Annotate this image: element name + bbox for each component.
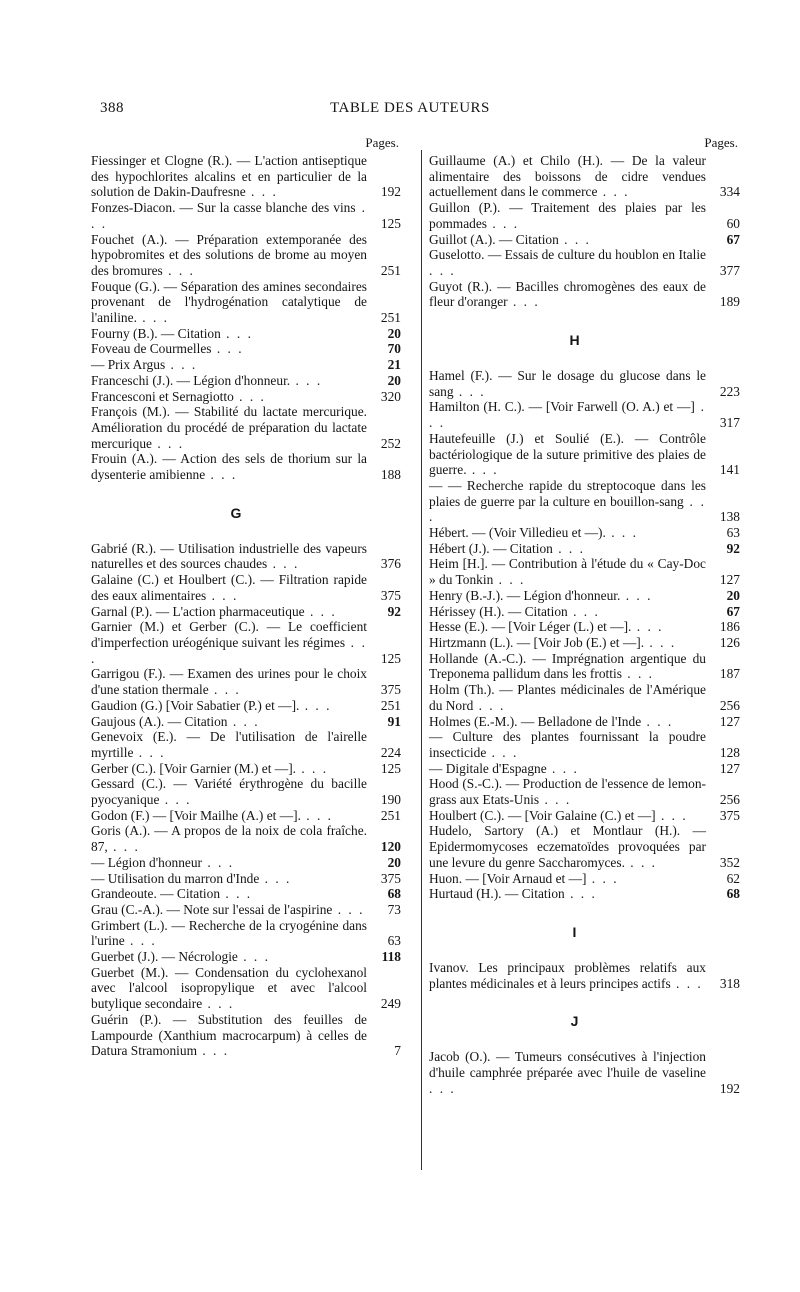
left-column [91, 135, 401, 1059]
entry-page-number: 63 [726, 525, 740, 541]
index-entry [91, 232, 401, 279]
pages-label-right: Pages. [704, 135, 738, 150]
dot-leader: . . . [151, 435, 185, 451]
entry-text: Fonzes-Diacon. — Sur la casse blanche des vins [91, 200, 356, 216]
entry-text: Goris (A.). — A propos de la noix de cola fraîche. 87, [91, 823, 367, 855]
index-entry [91, 714, 401, 730]
entry-text: Holmes (E.-M.). — Belladone de l'Inde [429, 713, 642, 729]
index-entry [429, 823, 740, 870]
entry-page-number: 352 [719, 854, 740, 870]
index-entry [91, 823, 401, 854]
index-entry [91, 541, 401, 572]
entry-page-number: 334 [719, 184, 740, 200]
index-entry [91, 341, 401, 357]
index-entry [429, 525, 740, 541]
entry-text: Hébert. — (Voir Villedieu et —). [429, 525, 606, 541]
entry-text: Gaudion (G.) [Voir Sabatier (P.) et —]. [91, 697, 300, 713]
dot-leader: . . . [202, 996, 235, 1012]
entry-page-number: 186 [719, 619, 740, 635]
dot-leader: . . . [429, 399, 706, 431]
index-entry [91, 279, 401, 326]
entry-page-number: 20 [387, 325, 401, 341]
index-entry [91, 373, 401, 389]
entry-text: Henry (B.-J.). — Légion d'honneur. [429, 587, 621, 603]
pages-label-left: Pages. [365, 135, 399, 150]
entry-text: Hudelo, Sartory (A.) et Montlaur (H.). — Epidermomycoses eczematoïdes provoquées par une levure du genre Saccharomyces. [429, 823, 706, 870]
entry-page-number: 376 [380, 556, 401, 572]
entry-page-number: 320 [380, 388, 401, 404]
entry-text: Francesconi et Sernagiotto [91, 388, 234, 404]
entry-text: Hautefeuille (J.) et Soulié (E.). — Contrôle bactériologique de la suture primitive des plaies de guerre. [429, 430, 706, 478]
index-entry [91, 1012, 401, 1059]
entry-page-number: 138 [719, 509, 740, 525]
entry-text: Hébert (J.). — Citation [429, 540, 553, 556]
index-entry [429, 619, 740, 635]
entry-text: Guerbet (M.). — Condensation du cyclohexanol avec l'alcool isopropylique et avec l'alcool butylique secondaire [91, 964, 367, 1012]
index-entry [429, 368, 740, 399]
dot-leader: . . . [136, 310, 170, 326]
dot-leader: . . . [205, 467, 238, 483]
dot-leader: . . . [220, 886, 253, 902]
index-entry [91, 326, 401, 342]
entry-page-number: 192 [719, 1080, 740, 1096]
index-entry [429, 541, 740, 557]
entry-page-number: 125 [380, 650, 401, 666]
dot-leader: . . . [539, 792, 572, 808]
entry-page-number: 251 [380, 262, 401, 278]
right-column [429, 135, 740, 1096]
dot-leader: . . . [466, 462, 499, 478]
entry-page-number: 68 [726, 886, 740, 902]
index-entry [91, 604, 401, 620]
dot-leader: . . . [429, 1080, 456, 1096]
entry-page-number: 60 [726, 215, 740, 231]
dot-leader: . . . [631, 619, 664, 635]
dot-leader: . . . [552, 540, 585, 556]
entry-text: — Prix Argus [91, 357, 166, 373]
dot-leader: . . . [567, 603, 600, 619]
index-entry [429, 1049, 740, 1096]
entry-text: — Digitale d'Espagne [429, 760, 547, 776]
dot-leader: . . . [597, 184, 630, 200]
entry-page-number: 68 [387, 886, 401, 902]
right-entries [429, 153, 740, 1096]
entry-page-number: 91 [387, 713, 401, 729]
entry-text: Hurtaud (H.). — Citation [429, 886, 565, 902]
entry-text: Guillot (A.). — Citation [429, 231, 559, 247]
entry-text: Jacob (O.). — Tumeurs consécutives à l'injection d'huile camphrée préparée avec l'huile de vaseline [429, 1049, 706, 1081]
entry-page-number: 127 [719, 713, 740, 729]
entry-text: — Utilisation du marron d'Inde [91, 870, 260, 886]
index-entry [91, 666, 401, 697]
entry-page-number: 21 [387, 357, 401, 373]
dot-leader: . . . [304, 603, 337, 619]
dot-leader: . . . [655, 807, 688, 823]
entry-page-number: 128 [719, 744, 740, 760]
index-entry [91, 949, 401, 965]
entry-text: Franceschi (J.). — Légion d'honneur. [91, 372, 291, 388]
dot-leader: . . . [206, 587, 239, 603]
section-letter: G [230, 504, 242, 521]
dot-leader: . . . [91, 634, 367, 666]
dot-leader: . . . [233, 388, 266, 404]
index-entry [91, 357, 401, 373]
dot-leader: . . . [208, 682, 241, 698]
index-entry [429, 808, 740, 824]
entry-page-number: 70 [387, 341, 401, 357]
dot-leader: . . . [487, 215, 520, 231]
index-entry [91, 451, 401, 482]
entry-page-number: 190 [380, 792, 401, 808]
dot-leader: . . . [165, 357, 198, 373]
index-entry [429, 651, 740, 682]
entry-page-number: 92 [387, 603, 401, 619]
index-entry [429, 279, 740, 310]
dot-leader: . . . [558, 231, 591, 247]
entry-text: Hood (S.-C.). — Production de l'essence de lemon-grass aux Etats-Unis [429, 776, 706, 808]
entry-text: Fouchet (A.). — Préparation extemporanée des hypobromites et des solutions de brome au moyen des bromures [91, 231, 367, 278]
index-entry [91, 572, 401, 603]
entry-text: Fourny (B.). — Citation [91, 325, 221, 341]
dot-leader: . . . [621, 666, 654, 682]
section-letter: H [569, 332, 580, 349]
index-entry [91, 729, 401, 760]
index-entry [91, 404, 401, 451]
entry-text: Grau (C.-A.). — Note sur l'essai de l'aspirine [91, 901, 333, 917]
entry-text: Guillaume (A.) et Chilo (H.). — De la valeur alimentaire des boissons de cidre vendues actuellement dans le commerce [429, 153, 706, 200]
dot-leader: . . . [473, 697, 506, 713]
left-entries [91, 153, 401, 1059]
entry-page-number: 256 [719, 792, 740, 808]
entry-text: Gabrié (R.). — Utilisation industrielle des vapeurs naturelles et des sources chaudes [91, 540, 367, 572]
section-letter: I [572, 923, 577, 940]
entry-text: Hamel (F.). — Sur le dosage du glucose dans le sang [429, 368, 706, 399]
index-entry [91, 698, 401, 714]
entry-text: Gaujous (A.). — Citation [91, 713, 228, 729]
dot-leader: . . . [564, 886, 597, 902]
entry-text: Guillon (P.). — Traitement des plaies par les pommades [429, 200, 706, 231]
dot-leader: . . . [586, 870, 619, 886]
entry-text: Guyot (R.). — Bacilles chromogènes des eaux de fleur d'oranger [429, 278, 706, 310]
index-entry [429, 153, 740, 200]
index-entry [91, 153, 401, 200]
dot-leader: . . . [227, 713, 260, 729]
dot-leader: . . . [202, 854, 235, 870]
entry-text: Garrigou (F.). — Examen des urines pour le choix d'une station thermale [91, 666, 367, 698]
entry-text: Grandeoute. — Citation [91, 886, 221, 902]
entry-page-number: 375 [719, 807, 740, 823]
entry-page-number: 118 [381, 949, 401, 965]
index-entry [429, 556, 740, 587]
entry-page-number: 67 [726, 231, 740, 247]
dot-leader: . . . [299, 697, 332, 713]
index-entry [429, 635, 740, 651]
section-letter: J [570, 1013, 579, 1030]
entry-text: Fouque (G.). — Séparation des amines secondaires provenant de l'hydrogénation catalytique de l'aniline. [91, 278, 367, 326]
entry-text: Foveau de Courmelles [91, 341, 212, 357]
entry-text: Gessard (C.). — Variété érythrogène du bacille pyocyanique [91, 776, 367, 808]
entry-text: Hollande (A.-C.). — Imprégnation argentique du Treponema pallidum dans les frottis [429, 650, 706, 682]
dot-leader: . . . [620, 587, 653, 603]
entry-page-number: 375 [380, 870, 401, 886]
entry-page-number: 251 [380, 807, 401, 823]
column-divider [421, 150, 422, 1170]
entry-page-number: 141 [719, 462, 740, 478]
index-entry [91, 855, 401, 871]
entry-text: Gerber (C.). [Voir Garnier (M.) et —]. [91, 760, 297, 776]
entry-text: Guselotto. — Essais de culture du houblon en Italie [429, 247, 706, 263]
dot-leader: . . . [91, 200, 368, 231]
dot-leader: . . . [493, 572, 526, 588]
entry-text: Guérin (P.). — Substitution des feuilles de Lampourde (Xanthium macrocarpum) à celles de Datura Stramonium [91, 1011, 367, 1059]
entry-page-number: 256 [719, 697, 740, 713]
entry-text: — — Recherche rapide du streptocoque dans les plaies de guerre par la culture en bouillon-sang [429, 477, 706, 509]
entry-page-number: 20 [726, 587, 740, 603]
entry-text: Ivanov. Les principaux problèmes relatifs aux plantes médicinales et à leurs principes actifs [429, 959, 706, 991]
dot-leader: . . . [124, 933, 157, 949]
dot-leader: . . . [429, 493, 707, 525]
entry-text: François (M.). — Stabilité du lactate mercurique. Amélioration du procédé de préparation du lactate mercurique [91, 404, 367, 451]
entry-page-number: 67 [726, 603, 740, 619]
entry-page-number: 375 [380, 587, 401, 603]
dot-leader: . . . [259, 870, 292, 886]
index-entry [429, 588, 740, 604]
entry-text: Holm (Th.). — Plantes médicinales de l'Amérique du Nord [429, 682, 706, 713]
index-entry [91, 776, 401, 807]
entry-page-number: 126 [719, 634, 740, 650]
entry-page-number: 73 [387, 901, 401, 917]
dot-leader: . . . [486, 744, 519, 760]
entry-text: — Culture des plantes fournissant la poudre insecticide [429, 729, 706, 760]
entry-page-number: 62 [726, 870, 740, 886]
dot-leader: . . . [237, 949, 270, 965]
dot-leader: . . . [245, 184, 278, 200]
index-entry [429, 431, 740, 478]
entry-text: Frouin (A.). — Action des sels de thorium sur la dysenterie amibienne [91, 451, 367, 483]
entry-text: Hérissey (H.). — Citation [429, 603, 568, 619]
index-entry [429, 478, 740, 525]
index-entry [429, 960, 740, 991]
dot-leader: . . . [624, 854, 658, 870]
entry-page-number: 120 [380, 839, 401, 855]
entry-text: Godon (F.) — [Voir Mailhe (A.) et —]. [91, 807, 301, 823]
entry-page-number: 249 [380, 996, 401, 1012]
dot-leader: . . . [197, 1043, 230, 1059]
entry-text: Hirtzmann (L.). — [Voir Job (E.) et —]. [429, 634, 645, 650]
entry-text: Garnier (M.) et Gerber (C.). — Le coefficient d'imperfection uréogénique suivant les régimes [91, 619, 367, 650]
entry-page-number: 92 [726, 540, 740, 556]
index-entry [429, 604, 740, 620]
page-header [100, 100, 720, 124]
dot-leader: . . . [159, 792, 192, 808]
index-entry [91, 200, 401, 231]
entry-text: Guerbet (J.). — Nécrologie [91, 949, 238, 965]
entry-text: Garnal (P.). — L'action pharmaceutique [91, 603, 305, 619]
entry-page-number: 63 [387, 933, 401, 949]
index-entry [429, 714, 740, 730]
index-entry [91, 389, 401, 405]
index-entry [91, 761, 401, 777]
index-entry [429, 886, 740, 902]
entry-page-number: 377 [719, 262, 740, 278]
entry-page-number: 20 [387, 854, 401, 870]
dot-leader: . . . [162, 262, 195, 278]
dot-leader: . . . [290, 372, 323, 388]
entry-text: Houlbert (C.). — [Voir Galaine (C.) et —] [429, 807, 656, 823]
dot-leader: . . . [332, 901, 365, 917]
dot-leader: . . . [507, 294, 540, 310]
entry-text: Fiessinger et Clogne (R.). — L'action antiseptique des hypochlorites alcalins et en particulier de la solution de Dakin-Daufresne [91, 153, 367, 200]
index-entry [91, 619, 401, 666]
entry-page-number: 223 [719, 383, 740, 399]
dot-leader: . . . [644, 634, 677, 650]
entry-text: Hesse (E.). — [Voir Léger (L.) et —]. [429, 619, 632, 635]
index-entry [429, 682, 740, 713]
entry-page-number: 375 [380, 682, 401, 698]
entry-page-number: 127 [719, 572, 740, 588]
entry-page-number: 317 [719, 415, 740, 431]
dot-leader: . . . [107, 839, 140, 855]
index-entry [429, 776, 740, 807]
entry-text: — Légion d'honneur [91, 854, 203, 870]
index-entry [91, 902, 401, 918]
entry-page-number: 127 [719, 760, 740, 776]
page-title: TABLE DES AUTEURS [330, 100, 490, 116]
dot-leader: . . . [267, 556, 300, 572]
entry-page-number: 125 [380, 215, 401, 231]
index-entry [429, 729, 740, 760]
dot-leader: . . . [429, 262, 456, 278]
dot-leader: . . . [546, 760, 579, 776]
entry-page-number: 192 [380, 184, 401, 200]
dot-leader: . . . [641, 713, 674, 729]
entry-page-number: 188 [380, 467, 401, 483]
dot-leader: . . . [133, 744, 166, 760]
dot-leader: . . . [453, 383, 486, 399]
index-entry [429, 232, 740, 248]
entry-text: Hamilton (H. C.). — [Voir Farwell (O. A.) et —] [429, 399, 695, 415]
index-entry [429, 761, 740, 777]
index-entry [91, 871, 401, 887]
entry-page-number: 318 [719, 975, 740, 991]
entry-text: Galaine (C.) et Houlbert (C.). — Filtration rapide des eaux alimentaires [91, 572, 367, 603]
entry-page-number: 251 [380, 310, 401, 326]
entry-text: Huon. — [Voir Arnaud et —] [429, 870, 587, 886]
dot-leader: . . . [605, 525, 638, 541]
dot-leader: . . . [211, 341, 244, 357]
entry-page-number: 187 [719, 666, 740, 682]
dot-leader: . . . [300, 807, 334, 823]
entry-page-number: 224 [380, 744, 401, 760]
entry-page-number: 20 [387, 372, 401, 388]
entry-page-number: 252 [380, 435, 401, 451]
entry-page-number: 189 [719, 294, 740, 310]
index-entry [429, 871, 740, 887]
entry-text: Grimbert (L.). — Recherche de la cryogénine dans l'urine [91, 917, 367, 949]
entry-text: Genevoix (E.). — De l'utilisation de l'airelle myrtille [91, 729, 367, 760]
index-entry [429, 247, 740, 278]
dot-leader: . . . [670, 975, 703, 991]
index-entry [429, 200, 740, 231]
entry-page-number: 7 [394, 1043, 401, 1059]
index-entry [91, 965, 401, 1012]
index-entry [91, 808, 401, 824]
index-entry [91, 918, 401, 949]
entry-page-number: 251 [380, 697, 401, 713]
page-number: 388 [100, 100, 124, 116]
index-entry [91, 886, 401, 902]
dot-leader: . . . [296, 760, 329, 776]
entry-text: Heim [H.]. — Contribution à l'étude du « Cay-Doc » du Tonkin [429, 556, 706, 588]
entry-page-number: 125 [380, 760, 401, 776]
index-entry [429, 399, 740, 430]
dot-leader: . . . [220, 325, 253, 341]
